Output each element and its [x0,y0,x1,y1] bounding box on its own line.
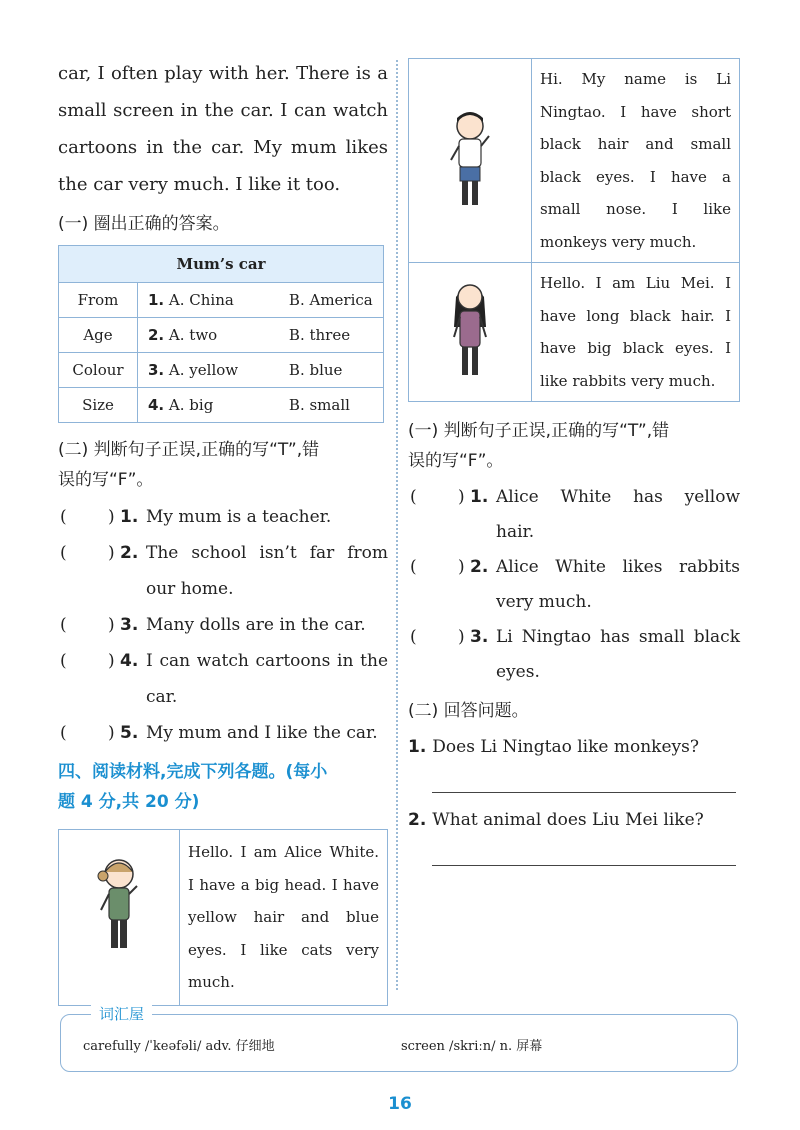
table-row [59,318,384,353]
option-a[interactable]: A. yellow [168,361,239,379]
table-title: Mum’s car [59,246,384,283]
item-text: Alice White likes rabbits [496,557,740,577]
section4-heading-line2: 题 4 分,共 20 分) [58,792,200,812]
item-text: Alice White has yellow [496,487,740,507]
row-label: From [59,283,138,318]
item-number: 2. [120,543,139,563]
item-number: 3. [120,615,139,635]
answer-paren-close[interactable]: ) [108,723,115,743]
item-text: Many dolls are in the car. [146,615,366,635]
answer-paren-close[interactable]: ) [108,615,115,635]
answer-paren-close[interactable]: ) [108,651,115,671]
right-part1-heading-line2: 误的写“F”。 [408,451,504,471]
alice-text: Hello. I am Alice White. I have a big head. I have yellow hair and blue eyes. I like cats very much. [188,843,379,991]
question-number: 2. [148,326,165,344]
question-text: What animal does Liu Mei like? [432,810,704,830]
question [408,803,740,837]
answer-paren-close[interactable]: ) [108,507,115,527]
question-number: 2. [408,810,427,830]
question [408,730,740,764]
item-text-cont: car. [146,687,178,707]
tf-item [408,550,740,620]
option-a[interactable]: A. China [168,291,234,309]
item-number: 3. [470,627,489,647]
right-column [408,58,740,876]
item-text: Li Ningtao has small black [496,627,740,647]
item-text: I can watch cartoons in the [146,651,388,671]
option-a[interactable]: A. two [168,326,218,344]
tf-item [408,480,740,550]
right-part1-heading-line1: (一) 判断句子正误,正确的写“T”,错 [408,421,670,441]
item-text-cont: our home. [146,579,234,599]
question-number: 1. [408,737,427,757]
answer-paren-open[interactable]: ( [60,543,67,563]
profile-cards [408,58,740,402]
answer-paren-open[interactable]: ( [410,487,417,507]
option-b[interactable]: B. America [288,291,373,309]
item-number: 1. [470,487,489,507]
part1-heading: (一) 圈出正确的答案。 [58,214,230,234]
row-label: Age [59,318,138,353]
item-text-cont: very much. [496,592,592,612]
item-number: 4. [120,651,139,671]
tf-item [58,715,388,751]
answer-line[interactable] [432,837,736,866]
answer-paren-open[interactable]: ( [410,557,417,577]
item-number: 1. [120,507,139,527]
vocabulary-box [60,1005,738,1072]
item-text-cont: eyes. [496,662,540,682]
girl-icon [89,852,149,982]
question-number: 3. [148,361,165,379]
item-number: 2. [470,557,489,577]
answer-paren-open[interactable]: ( [60,615,67,635]
left-column [58,55,388,1006]
question-number: 4. [148,396,165,414]
part2-heading [58,435,388,495]
table-row [59,283,384,318]
item-text-cont: hair. [496,522,535,542]
tf-item [58,499,388,535]
girl-long-hair-icon [440,277,500,387]
answer-paren-open[interactable]: ( [60,507,67,527]
row-label: Colour [59,353,138,388]
item-text: My mum and I like the car. [146,723,378,743]
girl-illustration [59,830,180,1005]
answer-paren-close[interactable]: ) [458,557,465,577]
item-number: 5. [120,723,139,743]
option-b[interactable]: B. three [288,326,351,344]
tf-item [58,643,388,715]
passage-line: car, I often play with her. There is a [58,63,388,84]
option-b[interactable]: B. blue [288,361,343,379]
answer-paren-open[interactable]: ( [60,651,67,671]
mums-car-table [58,245,384,423]
column-divider [396,60,398,990]
vocabulary-title: 词汇屋 [91,1003,152,1024]
item-text: The school isn’t far from [146,543,388,563]
alice-card [58,829,388,1006]
boy-illustration [409,59,532,262]
liu-mei-card [409,263,739,401]
answer-line[interactable] [432,764,736,793]
table-row [59,353,384,388]
tf-item [58,535,388,607]
boy-icon [440,106,500,216]
vocab-word-carefully: carefully /ˈkeəfəli/ adv. 仔细地 [83,1039,275,1054]
question-text: Does Li Ningtao like monkeys? [432,737,699,757]
right-part1-heading [408,416,740,476]
vocab-word-screen: screen /skriːn/ n. 屏幕 [401,1039,543,1054]
option-a[interactable]: A. big [168,396,214,414]
li-ningtao-text: Hi. My name is Li Ningtao. I have short black hair and small black eyes. I have a small nose. I like monkeys very much. [540,70,731,251]
answer-paren-close[interactable]: ) [458,487,465,507]
answer-paren-open[interactable]: ( [60,723,67,743]
passage-line: the car very much. I like it too. [58,174,341,195]
section4-heading [58,757,388,817]
question-number: 1. [148,291,165,309]
tf-item [408,620,740,690]
item-text: My mum is a teacher. [146,507,332,527]
table-row [59,388,384,423]
passage-line: cartoons in the car. My mum likes [58,137,388,158]
tf-item [58,607,388,643]
reading-passage [58,55,388,203]
answer-paren-open[interactable]: ( [410,627,417,647]
page-number: 16 [388,1094,412,1114]
right-part2-heading: (二) 回答问题。 [408,701,529,721]
row-label: Size [59,388,138,423]
part2-heading-line2: 误的写“F”。 [58,470,154,490]
answer-paren-close[interactable]: ) [458,627,465,647]
section4-heading-line1: 四、阅读材料,完成下列各题。(每小 [58,762,328,782]
girl-long-hair-illustration [409,263,532,401]
passage-line: small screen in the car. I can watch [58,100,388,121]
li-ningtao-card [409,59,739,263]
option-b[interactable]: B. small [288,396,350,414]
answer-paren-close[interactable]: ) [108,543,115,563]
liu-mei-text: Hello. I am Liu Mei. I have long black hair. I have big black eyes. I like rabbits very much. [540,274,731,390]
part2-heading-line1: (二) 判断句子正误,正确的写“T”,错 [58,440,320,460]
